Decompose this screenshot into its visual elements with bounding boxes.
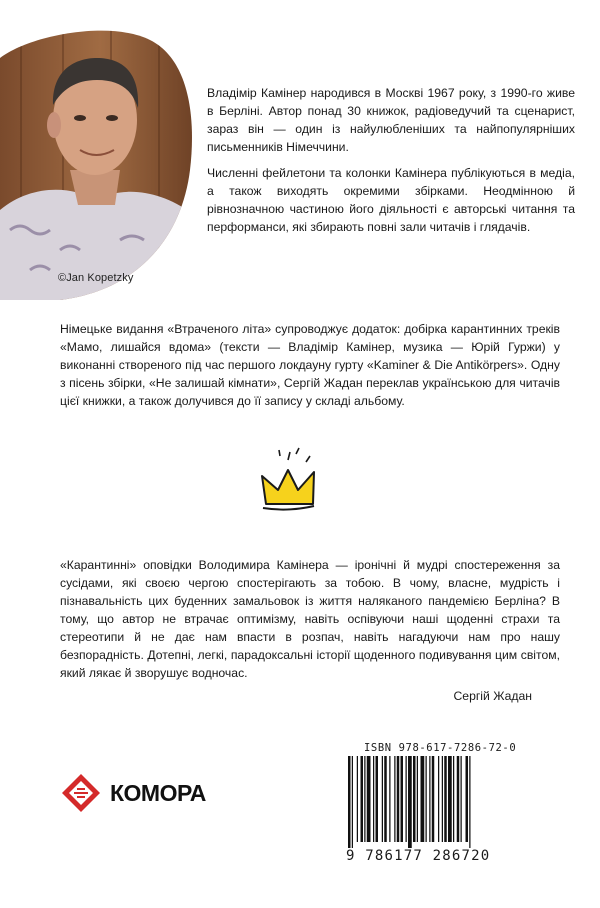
barcode-bar bbox=[408, 756, 412, 848]
barcode-bar bbox=[397, 756, 400, 842]
barcode-bar bbox=[406, 756, 407, 842]
barcode-bar bbox=[438, 756, 439, 842]
barcode-bar bbox=[352, 756, 353, 848]
barcode-bar bbox=[426, 756, 427, 842]
bio-paragraph: Численні фейлетони та колонки Камінера публікуються в медіа, а також виходять окремими збірками. Неодмінною й рівнозначною частиною його діяльності є авторські читання та перформанси, які збирають повні зали читачів і глядачів. bbox=[207, 166, 575, 234]
publisher-emblem-icon bbox=[60, 772, 102, 814]
barcode-bar bbox=[461, 756, 462, 842]
barcode-bar bbox=[357, 756, 358, 842]
barcode-bar bbox=[432, 756, 435, 842]
crown-icon bbox=[258, 446, 328, 519]
publisher-logo bbox=[60, 772, 206, 814]
barcode-bar bbox=[417, 756, 418, 842]
barcode-bar bbox=[364, 756, 365, 842]
barcode-bar bbox=[376, 756, 379, 842]
barcode-digits: 9 786177 286720 bbox=[346, 848, 491, 864]
barcode-bar bbox=[466, 756, 469, 842]
author-bio bbox=[207, 84, 575, 244]
publisher-name: КОМОРА bbox=[110, 779, 206, 806]
barcode bbox=[346, 756, 504, 853]
bio-paragraph: Владімір Камінер народився в Москві 1967 року, з 1990-го живе в Берліні. Автор понад 30 книжок, радіоведучий та сценарист, зараз він — один із найулюбленіших та найпопулярніших письменників Німеччини. bbox=[207, 86, 575, 154]
quote-author: Сергій Жадан bbox=[453, 689, 532, 703]
barcode-bar bbox=[373, 756, 374, 842]
barcode-bar bbox=[401, 756, 404, 842]
album-note bbox=[60, 320, 560, 410]
barcode-bar bbox=[394, 756, 395, 842]
barcode-bar bbox=[442, 756, 443, 842]
barcode-bar bbox=[384, 756, 387, 842]
barcode-bar bbox=[389, 756, 390, 842]
barcode-bar bbox=[429, 756, 430, 842]
review-quote-text: «Карантинні» оповідки Володимира Камінера — іронічні й мудрі спостереження за сусідами, які своєю чергою спостерігають за тобою. В чому, власне, мудрість і пізнавальність цих буденних замальовок із життя наляканого пандемією Берліна? В тому, що автор не втрачає оптимізму, навіть оспівуючи наші щоденні страхи та стереотипи й не дає нам впасти в розпач, навіть нагадуючи нам про нашу безпорадність. Дотепні, легкі, парадоксальні історії щоденного подивування цим світом, який лякає й зворушує водночас. bbox=[60, 558, 560, 680]
isbn-label: ISBN 978-617-7286-72-0 bbox=[364, 742, 517, 754]
barcode-bar bbox=[453, 756, 454, 842]
review-quote bbox=[60, 556, 560, 682]
barcode-bar bbox=[413, 756, 416, 842]
author-photo bbox=[0, 0, 200, 300]
photo-credit: ©Jan Kopetzky bbox=[58, 272, 134, 284]
barcode-bar bbox=[348, 756, 351, 848]
barcode-bar bbox=[367, 756, 371, 842]
album-note-text: Німецьке видання «Втраченого літа» супроводжує додаток: добірка карантинних треків «Мамо, лишайся вдома» (тексти — Владімір Камінер, музика — Юрій Гуржи) у виконанні створеного під час першого локдауну гурту «Kaminer & Die Antikörpers». Одну з пісень збірки, «Не залишай кімнати», Сергій Жадан переклав українською для читачів цієї книжки, а також долучився до її запису у складі альбому. bbox=[60, 322, 560, 408]
barcode-bar bbox=[448, 756, 452, 842]
barcode-bar bbox=[469, 756, 470, 848]
barcode-bar bbox=[444, 756, 447, 842]
barcode-bar bbox=[457, 756, 460, 842]
barcode-bar bbox=[421, 756, 425, 842]
barcode-bar bbox=[382, 756, 383, 842]
barcode-bar bbox=[361, 756, 364, 842]
